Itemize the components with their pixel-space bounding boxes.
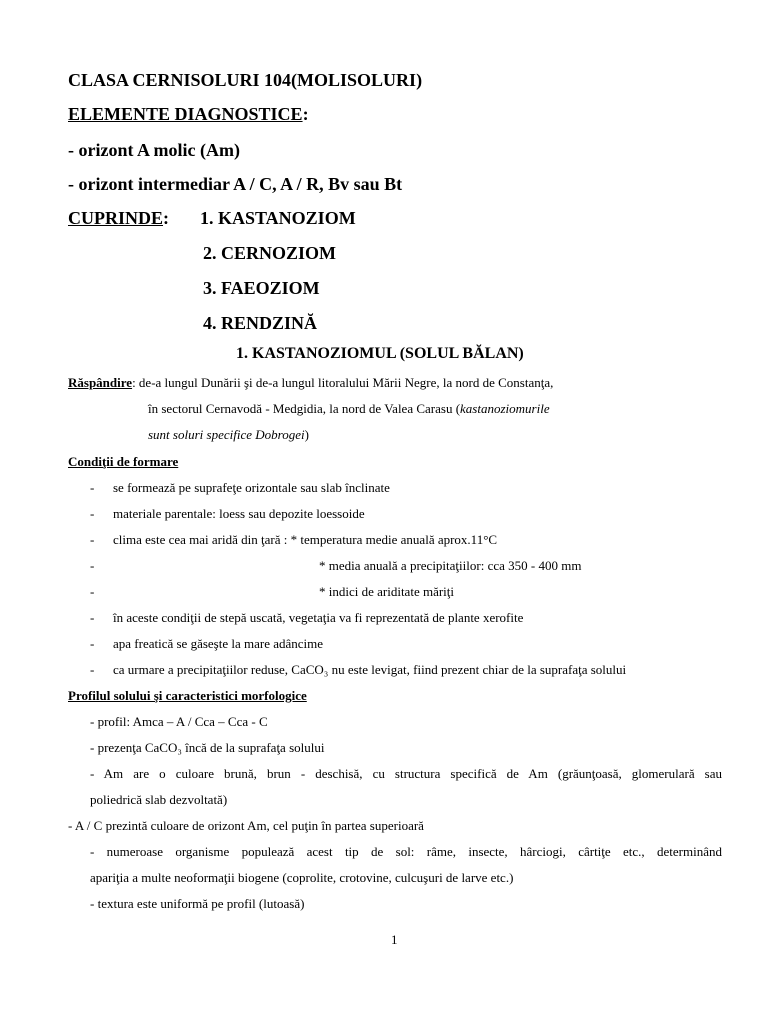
diagnostic-label: ELEMENTE DIAGNOSTICE [68,104,303,124]
profil-item-2: - prezenţa CaCO₃ încă de la suprafaţa solului [90,740,325,755]
bullet-dash: - [90,636,95,651]
conditii-item-7: apa freatică se găseşte la mare adâncime [113,636,324,651]
bullet-dash: - [90,610,95,625]
soil-type-2: 2. CERNOZIOM [203,243,337,263]
bullet-dash: - [90,584,95,599]
conditii-item-1: se formează pe suprafeţe orizontale sau slab înclinate [113,480,390,495]
raspandire-text-2: în sectorul Cernavodă - Medgidia, la nord de Valea Carasu ( [148,401,461,416]
cuprinde-colon: : [163,208,170,228]
profil-item-4: - A / C prezintă culoare de orizont Am, cel puţin în partea superioară [68,818,424,833]
diagnostic-colon: : [302,104,309,124]
profil-item-3: - Am are o culoare brună, brun - deschisă, cu structura specifică de Am (grăunţoasă, glomerulară sau [90,766,722,781]
profil-heading: Profilul solului şi caracteristici morfologice [68,688,307,703]
conditii-heading: Condiţii de formare [68,454,179,469]
conditii-item-2: materiale parentale: loess sau depozite loessoide [113,506,365,521]
raspandire-close-paren: ) [304,427,309,442]
bullet-dash: - [90,532,95,547]
conditii-item-6: în aceste condiţii de stepă uscată, vegetaţia va fi reprezentată de plante xerofite [113,610,524,625]
raspandire-line-1 [68,375,553,391]
page-number: 1 [391,932,398,947]
profil-item-5: - numeroase organisme populează acest tip de sol: râme, insecte, hârciogi, cârtiţe etc., determinând [90,844,722,859]
raspandire-line-3 [148,427,309,443]
soil-type-1: 1. KASTANOZIOM [200,208,356,228]
conditii-item-3: clima este cea mai aridă din ţară : * temperatura medie anuală aprox.11°C [113,532,498,547]
bullet-dash: - [90,662,95,677]
class-title: CLASA CERNISOLURI 104(MOLISOLURI) [68,70,423,90]
diagnostic-heading [68,104,309,125]
conditii-item-8: ca urmare a precipitaţiilor reduse, CaCO₃ nu este levigat, fiind prezent chiar de la suprafaţa solului [113,662,627,677]
raspandire-italic-3: sunt soluri specifice Dobrogei [148,427,305,442]
profil-item-1: - profil: Amca – A / Cca – Cca - C [90,714,268,729]
conditii-item-5: * indici de ariditate măriţi [319,584,455,599]
raspandire-italic-2: kastanoziomurile [460,401,550,416]
bullet-dash: - [90,558,95,573]
profil-item-3-cont: poliedrică slab dezvoltată) [90,792,228,807]
cuprinde-heading [68,208,169,229]
conditii-item-4: * media anuală a precipitaţiilor: cca 350 - 400 mm [319,558,582,573]
profil-item-5-cont: apariţia a multe neoformaţii biogene (coprolite, crotovine, culcuşuri de larve etc.) [90,870,514,885]
section-title: 1. KASTANOZIOMUL (SOLUL BĂLAN) [236,345,524,362]
bullet-dash: - [90,506,95,521]
soil-type-4: 4. RENDZINĂ [203,313,318,333]
raspandire-label: Răspândire [68,375,133,390]
raspandire-line-2 [148,401,550,417]
diagnostic-item-1: - orizont A molic (Am) [68,140,240,160]
profil-item-6: - textura este uniformă pe profil (lutoasă) [90,896,305,911]
cuprinde-label: CUPRINDE [68,208,164,228]
diagnostic-item-2: - orizont intermediar A / C, A / R, Bv sau Bt [68,174,403,194]
soil-type-3: 3. FAEOZIOM [203,278,320,298]
raspandire-text-1: : de-a lungul Dunării şi de-a lungul litoralului Mării Negre, la nord de Constanţa, [132,375,554,390]
bullet-dash: - [90,480,95,495]
